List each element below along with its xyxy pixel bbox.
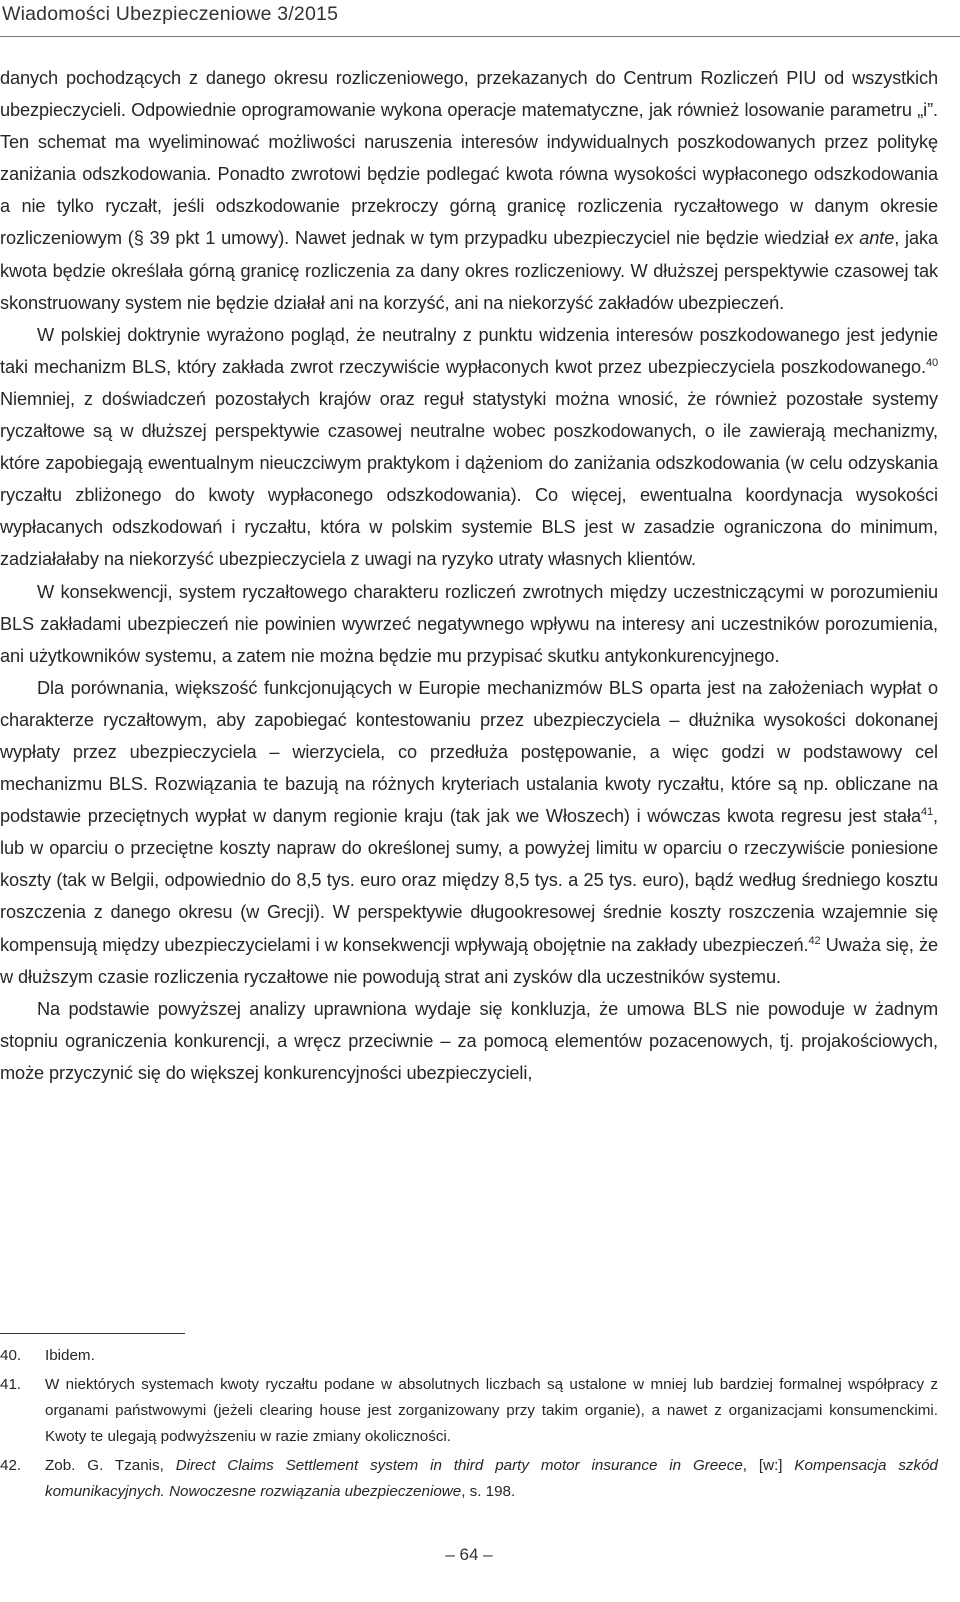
footnote-ref-42: 42 [808, 934, 821, 947]
latin-term: ex ante [834, 228, 895, 249]
paragraph-5: Na podstawie powyższej analizy uprawniona wydaje się konkluzja, że umowa BLS nie powoduje w żadnym stopniu ograniczenia konkurencji, a wręcz przeciwnie – za pomocą elementów pozacenowych, tj. projakościowych, może przyczynić się do większej konkurencyjności ubezpieczycieli, [0, 998, 938, 1083]
footnote-divider [0, 1333, 185, 1334]
paragraph-4: Dla porównania, większość funkcjonujących w Europie mechanizmów BLS oparta jest na założeniach wypłat o charakterze ryczałtowym, aby zapobiegać kontestowaniu przez ubezpieczyciela – dłużnika wysokości dokonanej wypłaty przez ubezpieczyciela – wierzyciela, co przedłuża postępowanie, a więc godzi w podstawowy cel mechanizmu BLS. Rozwiązania te bazują na różnych kryteriach ustalania kwoty ryczałtu, które są np. obliczane na podstawie przeciętnych wypłat w danym regionie kraju (tak jak we Włoszech) i wówczas kwota regresu jest stała$^{41}$, lub w oparciu o przeciętne koszty napraw do określonej sumy, a powyżej limitu w oparciu o rzeczywiście poniesione koszty (tak w Belgii, odpowiednio do 8,5 tys. euro oraz między 8,5 tys. a 25 tys. euro), bądź według średniego kosztu roszczenia z danego okresu (w Grecji). W perspektywie długookresowej średnie koszty roszczenia wzajemnie się kompensują między ubezpieczycielami i w konsekwencji wpływają obojętnie na zakłady ubezpieczeń.$^{42}$ Uważa się, że w dłuższym czasie rozliczenia ryczałtowe nie powodują strat ani zysków dla uczestników systemu. [0, 677, 938, 987]
paragraph-1: danych pochodzących z danego okresu rozliczeniowego, przekazanych do Centrum Rozliczeń PIU od wszystkich ubezpieczycieli. Odpowiednie oprogramowanie wykona operacje matematyczne, jak również losowanie parametru „i”. Ten schemat ma wyeliminować możliwości naruszenia interesów indywidualnych poszkodowanych przez politykę zaniżania odszkodowania. Ponadto zwrotowi będzie podlegać kwota równa wysokości wypłaconego odszkodowania a nie tylko ryczałt, jeśli odszkodowanie przekroczy górną granicę rozliczenia ryczałtowego w danym okresie rozliczeniowym (§ 39 pkt 1 umowy). Nawet jednak w tym przypadku ubezpieczyciel nie będzie wiedział ex ante, jaka kwota będzie określała górną granicę rozliczenia za dany okres rozliczeniowy. W dłuższej perspektywie czasowej tak skonstruowany system nie będzie działał ani na korzyść, ani na niekorzyść zakładów ubezpieczeń. [0, 68, 938, 313]
footnotes [0, 1343, 938, 1508]
footnote-41 [0, 1372, 938, 1450]
paragraph-2: W polskiej doktrynie wyrażono pogląd, że neutralny z punktu widzenia interesów poszkodowanego jest jedynie taki mechanizm BLS, który zakłada zwrot rzeczywiście wypłaconych kwot przez ubezpieczyciela poszkodowanego.$^{40}$ Niemniej, z doświadczeń pozostałych krajów oraz reguł statystyki można wnosić, że również pozostałe systemy ryczałtowe są w dłuższej perspektywie czasowej neutralne wobec poszkodowanych, o ile zawierają mechanizmy, które zapobiegają ewentualnym nieuczciwym praktykom i dążeniom do zaniżania odszkodowania (w celu odzyskania ryczałtu zbliżonego do kwoty wypłaconego odszkodowania). Co więcej, ewentualna koordynacja wysokości wypłacanych odszkodowań i ryczałtu, która w polskim systemie BLS jest w zasadzie ograniczona do minimum, zadziałałaby na niekorzyść ubezpieczyciela z uwagi na ryzyko utraty własnych klientów. [0, 324, 938, 570]
article-body [0, 62, 938, 1089]
journal-title: Wiadomości Ubezpieczeniowe 3/2015 [2, 3, 339, 25]
footnote-ref-41: 41 [921, 806, 934, 819]
running-header [0, 0, 960, 37]
footnote-ref-40: 40 [925, 356, 938, 369]
page-number: – 64 – [445, 1545, 493, 1564]
footnote-text: Zob. G. Tzanis, Direct Claims Settlement system in third party motor insurance in Greece, [w:] Kompensacja szkód komunikacyjnych. Nowoczesne rozwiązania ubezpieczeniowe, s. 198. [45, 1457, 939, 1500]
footnote-40 [0, 1343, 938, 1369]
footnote-text: Ibidem. [45, 1347, 95, 1364]
cited-book-title: Kompensacja szkód komunikacyjnych. Nowoczesne rozwiązania ubezpieczeniowe [45, 1457, 939, 1500]
footnote-number: 40. [0, 1347, 22, 1364]
cited-title: Direct Claims Settlement system in third party motor insurance in Greece [175, 1457, 743, 1474]
footnote-number: 41. [0, 1376, 22, 1393]
paragraph-3: W konsekwencji, system ryczałtowego charakteru rozliczeń zwrotnych między uczestniczącymi w porozumieniu BLS zakładami ubezpieczeń nie powinien wywrzeć negatywnego wpływu na interesy ani uczestników porozumienia, ani użytkowników systemu, a zatem nie można będzie mu przypisać skutku antykonkurencyjnego. [0, 581, 938, 666]
footnote-42 [0, 1453, 938, 1505]
footnote-text: W niektórych systemach kwoty ryczałtu podane w absolutnych liczbach są ustalone w mniej lub bardziej formalnej współpracy z organami państwowymi (jeżeli clearing house jest zorganizowany przy takim organie), a nawet z organizacjami konsumenckimi. Kwoty te ulegają podwyższeniu w razie zmiany okoliczności. [45, 1376, 938, 1445]
footnote-number: 42. [0, 1457, 22, 1474]
